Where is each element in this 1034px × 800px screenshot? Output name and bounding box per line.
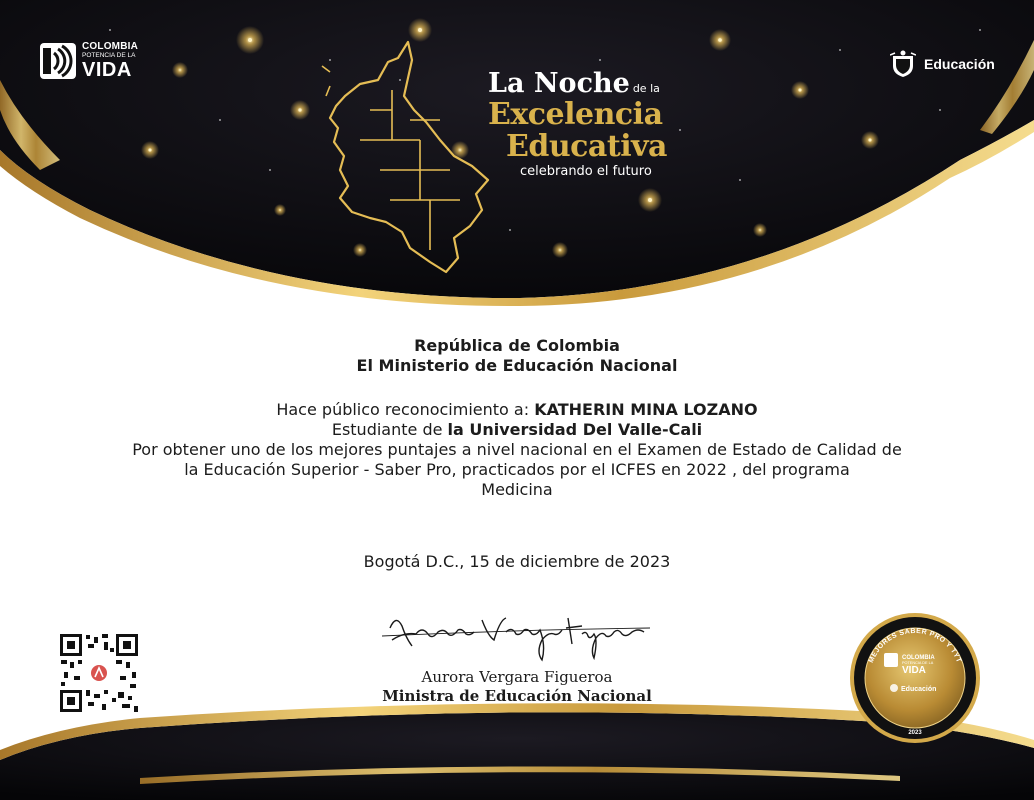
title-educativa: Educativa: [506, 128, 667, 164]
colombia-logo-mark-icon: [40, 43, 76, 79]
reason-line-1: Por obtener uno de los mejores puntajes a nivel nacional en el Examen de Estado de Calidad de: [132, 440, 902, 459]
educacion-label: Educación: [924, 56, 995, 72]
title-de-la: de la: [632, 82, 660, 95]
title-excelencia: Excelencia: [488, 97, 663, 132]
seal-logo-line-2: POTENCIA DE LA: [902, 661, 934, 665]
recipient-name: KATHERIN MINA LOZANO: [534, 400, 758, 419]
event-title: [488, 70, 748, 179]
signatory-name: Aurora Vergara Figueroa: [421, 668, 613, 686]
seal-logo-line-1: COLOMBIA: [902, 655, 935, 661]
student-prefix: Estudiante de: [331, 420, 448, 439]
seal-logo-mark-icon: [884, 653, 898, 667]
issuer-ministry: El Ministerio de Educación Nacional: [356, 356, 678, 375]
seal-logo-line-3: VIDA: [902, 665, 926, 676]
seal-coat-of-arms-icon: [890, 684, 898, 692]
logo-line-1: COLOMBIA: [82, 41, 139, 52]
seal-edu-label: Educación: [901, 686, 937, 693]
logo-line-2: POTENCIA DE LA: [82, 52, 136, 59]
university-name: la Universidad Del Valle-Cali: [447, 420, 703, 439]
mejores-saber-pro-seal: [848, 611, 982, 745]
colombia-potencia-vida-logo: [40, 42, 138, 80]
qr-code[interactable]: [58, 632, 140, 714]
event-subtitle: celebrando el futuro: [520, 164, 652, 179]
issuer-header: [100, 336, 934, 376]
recognition-intro: Hace público reconocimiento a:: [276, 400, 535, 419]
program-name: Medicina: [481, 480, 553, 499]
title-la-noche: La Noche: [488, 68, 630, 99]
seal-year: 2023: [908, 730, 922, 736]
recognition-text: [100, 400, 934, 500]
reason-line-2: la Educación Superior - Saber Pro, practicados por el ICFES en 2022 , del programa: [184, 460, 850, 479]
coat-of-arms-icon: [890, 50, 916, 78]
issue-date: Bogotá D.C., 15 de diciembre de 2023: [363, 552, 671, 571]
issuer-country: República de Colombia: [414, 336, 620, 355]
logo-line-3: VIDA: [82, 58, 132, 81]
signatory-role: Ministra de Educación Nacional: [382, 687, 652, 705]
ministerio-educacion-logo: [890, 50, 995, 78]
handwritten-signature: [382, 606, 652, 666]
seal-ring-text: MEJORES SABER PRO Y TYT: [867, 627, 963, 664]
